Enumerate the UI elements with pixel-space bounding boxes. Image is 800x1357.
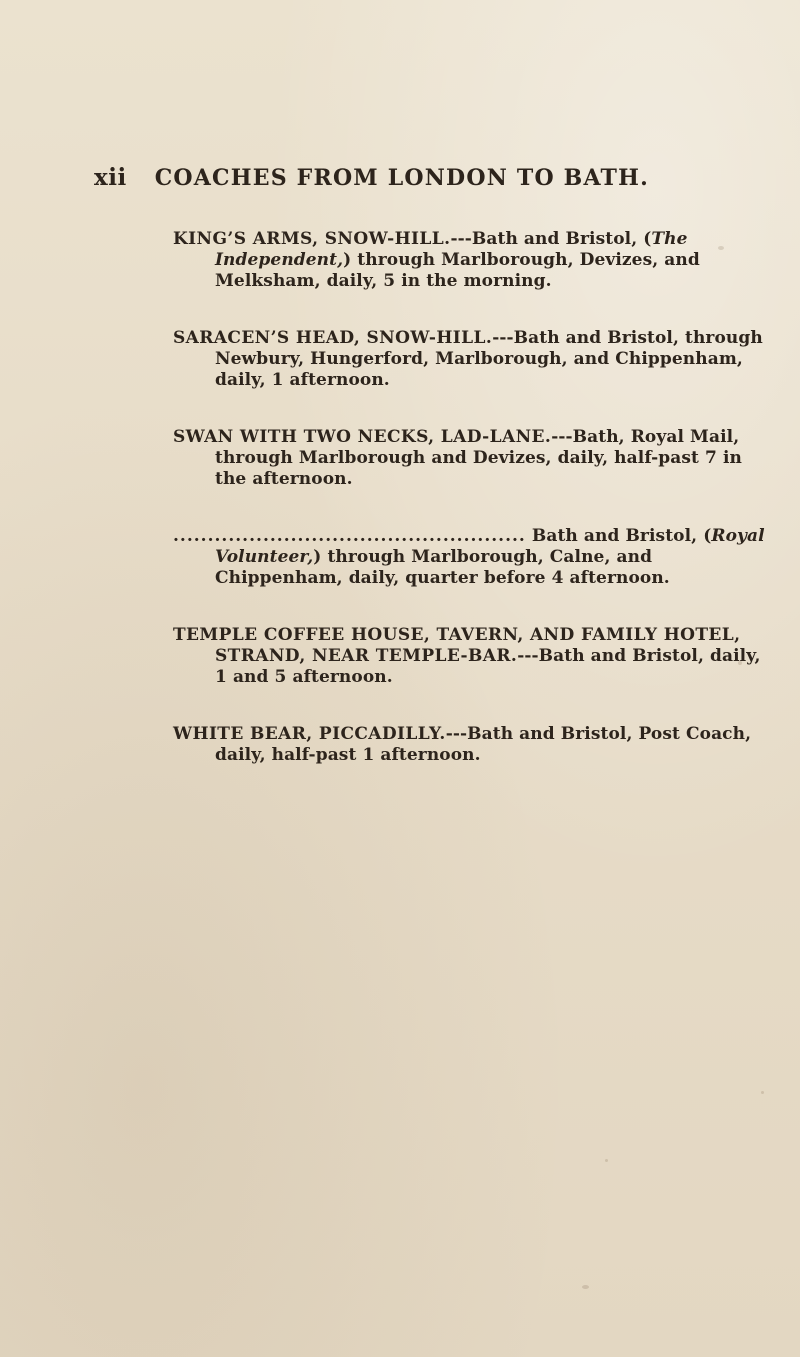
- entry-text: ) through Marlborough, Calne, and Chippenham, daily, quarter before 4 afternoon.: [215, 547, 670, 588]
- coach-name: Royal Volunteer,: [215, 526, 765, 567]
- paper-spot: [582, 1285, 589, 1289]
- coach-entry: [173, 724, 777, 766]
- paper-spot: [605, 1159, 608, 1162]
- coach-entry: [173, 625, 777, 688]
- coach-entry: [173, 427, 777, 490]
- entry-text: ---Bath, Royal Mail, through Marlborough and Devizes, daily, half-past 7 in the afternoon.: [215, 427, 742, 489]
- entry-text: ) through Marlborough, Devizes, and Melksham, daily, 5 in the morning.: [215, 250, 700, 291]
- entry-text: Bath and Bristol, (: [525, 526, 712, 546]
- page-number: xii: [94, 164, 127, 191]
- page-header: [94, 164, 744, 204]
- entry-name: TEMPLE COFFEE HOUSE, TAVERN, AND FAMILY HOTEL, STRAND, NEAR TEMPLE-BAR.: [173, 625, 741, 666]
- entry-name: KING’S ARMS, SNOW-HILL.: [173, 229, 451, 249]
- leader-dots: ...................................................: [173, 526, 526, 546]
- coach-entry: [173, 328, 777, 391]
- entry-name: WHITE BEAR, PICCADILLY.: [173, 724, 446, 744]
- entry-text: ---Bath and Bristol, (: [450, 229, 652, 249]
- entry-name: SWAN WITH TWO NECKS, LAD-LANE.: [173, 427, 552, 447]
- coach-name: The Independent,: [215, 229, 688, 270]
- coach-entry: [173, 229, 777, 292]
- coach-entries: [173, 212, 777, 802]
- entry-text: ---Bath and Bristol, daily, 1 and 5 afternoon.: [215, 646, 761, 687]
- entry-text: ---Bath and Bristol, Post Coach, daily, half-past 1 afternoon.: [215, 724, 752, 765]
- coach-entry: [173, 526, 777, 589]
- paper-spot: [761, 1091, 764, 1094]
- entry-text: ---Bath and Bristol, through Newbury, Hungerford, Marlborough, and Chippenham, daily, 1 afternoon.: [215, 328, 763, 390]
- running-head: COACHES FROM LONDON TO BATH.: [154, 165, 649, 191]
- entry-name: SARACEN’S HEAD, SNOW-HILL.: [173, 328, 493, 348]
